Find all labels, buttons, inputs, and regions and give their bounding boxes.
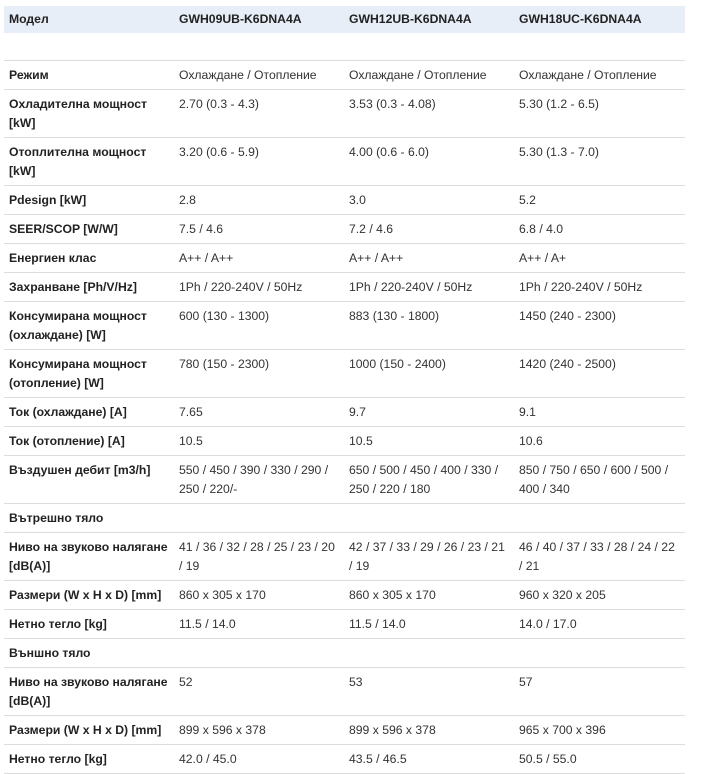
row-value: 600 (130 - 1300) bbox=[174, 302, 344, 350]
row-label: Отоплителна мощност [kW] bbox=[4, 138, 174, 186]
table-row bbox=[4, 427, 685, 456]
row-value: 899 x 596 x 378 bbox=[174, 716, 344, 745]
row-label: SEER/SCOP [W/W] bbox=[4, 215, 174, 244]
row-value: 550 / 450 / 390 / 330 / 290 / 250 / 220/- bbox=[174, 456, 344, 504]
header-cell-gwh18: GWH18UC-K6DNA4A bbox=[514, 6, 685, 33]
table-row bbox=[4, 302, 685, 350]
table-row bbox=[4, 186, 685, 215]
row-value: 850 / 750 / 650 / 600 / 500 / 400 / 340 bbox=[514, 456, 685, 504]
row-value: 965 x 700 x 396 bbox=[514, 716, 685, 745]
row-value: 53 bbox=[344, 668, 514, 716]
row-value: 41 / 36 / 32 / 28 / 25 / 23 / 20 / 19 bbox=[174, 533, 344, 581]
row-value: 2.8 bbox=[174, 186, 344, 215]
row-label: Pdesign [kW] bbox=[4, 186, 174, 215]
table-row bbox=[4, 610, 685, 639]
table-body bbox=[4, 33, 685, 774]
row-value: 42.0 / 45.0 bbox=[174, 745, 344, 774]
row-value: 43.5 / 46.5 bbox=[344, 745, 514, 774]
row-value: 52 bbox=[174, 668, 344, 716]
table-row bbox=[4, 456, 685, 504]
row-label: Консумирана мощност (отопление) [W] bbox=[4, 350, 174, 398]
row-label: Енергиен клас bbox=[4, 244, 174, 273]
row-value: 883 (130 - 1800) bbox=[344, 302, 514, 350]
row-value: 860 x 305 x 170 bbox=[174, 581, 344, 610]
row-label: Ток (отопление) [A] bbox=[4, 427, 174, 456]
row-value: 7.5 / 4.6 bbox=[174, 215, 344, 244]
spacer-cell bbox=[4, 33, 685, 61]
row-value: A++ / A++ bbox=[174, 244, 344, 273]
row-value: 9.1 bbox=[514, 398, 685, 427]
table-row bbox=[4, 215, 685, 244]
section-row bbox=[4, 639, 685, 668]
row-value: 10.5 bbox=[344, 427, 514, 456]
table-row bbox=[4, 398, 685, 427]
row-value: A++ / A++ bbox=[344, 244, 514, 273]
section-label: Външно тяло bbox=[4, 639, 685, 668]
row-value: 50.5 / 55.0 bbox=[514, 745, 685, 774]
table-row bbox=[4, 138, 685, 186]
row-value: 3.53 (0.3 - 4.08) bbox=[344, 90, 514, 138]
row-label: Размери (W x H x D) [mm] bbox=[4, 716, 174, 745]
row-value: 4.00 (0.6 - 6.0) bbox=[344, 138, 514, 186]
row-value: 5.30 (1.3 - 7.0) bbox=[514, 138, 685, 186]
row-value: 1Ph / 220-240V / 50Hz bbox=[514, 273, 685, 302]
spacer-row bbox=[4, 33, 685, 61]
row-value: 9.7 bbox=[344, 398, 514, 427]
row-value: 960 x 320 x 205 bbox=[514, 581, 685, 610]
header-row bbox=[4, 6, 685, 33]
table-row bbox=[4, 90, 685, 138]
row-value: 6.8 / 4.0 bbox=[514, 215, 685, 244]
row-label: Нетно тегло [kg] bbox=[4, 745, 174, 774]
row-value: 2.70 (0.3 - 4.3) bbox=[174, 90, 344, 138]
row-label: Ток (охлаждане) [A] bbox=[4, 398, 174, 427]
row-label: Охладителна мощност [kW] bbox=[4, 90, 174, 138]
section-label: Вътрешно тяло bbox=[4, 504, 685, 533]
row-value: 7.65 bbox=[174, 398, 344, 427]
row-value: Охлаждане / Отопление bbox=[344, 61, 514, 90]
table-row bbox=[4, 244, 685, 273]
header-cell-gwh09: GWH09UB-K6DNA4A bbox=[174, 6, 344, 33]
row-value: 57 bbox=[514, 668, 685, 716]
row-label: Въздушен дебит [m3/h] bbox=[4, 456, 174, 504]
row-value: 1000 (150 - 2400) bbox=[344, 350, 514, 398]
row-value: 860 x 305 x 170 bbox=[344, 581, 514, 610]
table-row bbox=[4, 61, 685, 90]
row-value: 899 x 596 x 378 bbox=[344, 716, 514, 745]
row-label: Захранване [Ph/V/Hz] bbox=[4, 273, 174, 302]
table-header bbox=[4, 6, 685, 33]
row-value: 780 (150 - 2300) bbox=[174, 350, 344, 398]
row-value: 7.2 / 4.6 bbox=[344, 215, 514, 244]
table-row bbox=[4, 273, 685, 302]
table-row bbox=[4, 350, 685, 398]
row-value: Охлаждане / Отопление bbox=[514, 61, 685, 90]
spec-table bbox=[4, 6, 685, 774]
header-cell-gwh12: GWH12UB-K6DNA4A bbox=[344, 6, 514, 33]
row-value: 1420 (240 - 2500) bbox=[514, 350, 685, 398]
header-cell-model: Модел bbox=[4, 6, 174, 33]
row-value: 3.0 bbox=[344, 186, 514, 215]
row-value: Охлаждане / Отопление bbox=[174, 61, 344, 90]
row-value: 1Ph / 220-240V / 50Hz bbox=[174, 273, 344, 302]
row-value: 42 / 37 / 33 / 29 / 26 / 23 / 21 / 19 bbox=[344, 533, 514, 581]
table-row bbox=[4, 581, 685, 610]
row-label: Нетно тегло [kg] bbox=[4, 610, 174, 639]
row-value: 10.6 bbox=[514, 427, 685, 456]
row-value: 14.0 / 17.0 bbox=[514, 610, 685, 639]
section-row bbox=[4, 504, 685, 533]
table-row bbox=[4, 533, 685, 581]
row-value: A++ / A+ bbox=[514, 244, 685, 273]
row-label: Ниво на звуково налягане [dB(A)] bbox=[4, 533, 174, 581]
row-value: 11.5 / 14.0 bbox=[174, 610, 344, 639]
row-value: 1450 (240 - 2300) bbox=[514, 302, 685, 350]
row-value: 650 / 500 / 450 / 400 / 330 / 250 / 220 / 180 bbox=[344, 456, 514, 504]
row-value: 1Ph / 220-240V / 50Hz bbox=[344, 273, 514, 302]
row-value: 46 / 40 / 37 / 33 / 28 / 24 / 22 / 21 bbox=[514, 533, 685, 581]
table-row bbox=[4, 668, 685, 716]
row-value: 5.30 (1.2 - 6.5) bbox=[514, 90, 685, 138]
row-value: 3.20 (0.6 - 5.9) bbox=[174, 138, 344, 186]
row-label: Консумирана мощност (охлаждане) [W] bbox=[4, 302, 174, 350]
table-row bbox=[4, 716, 685, 745]
row-label: Размери (W x H x D) [mm] bbox=[4, 581, 174, 610]
row-label: Ниво на звуково налягане [dB(A)] bbox=[4, 668, 174, 716]
row-label: Режим bbox=[4, 61, 174, 90]
row-value: 5.2 bbox=[514, 186, 685, 215]
table-row bbox=[4, 745, 685, 774]
row-value: 11.5 / 14.0 bbox=[344, 610, 514, 639]
row-value: 10.5 bbox=[174, 427, 344, 456]
